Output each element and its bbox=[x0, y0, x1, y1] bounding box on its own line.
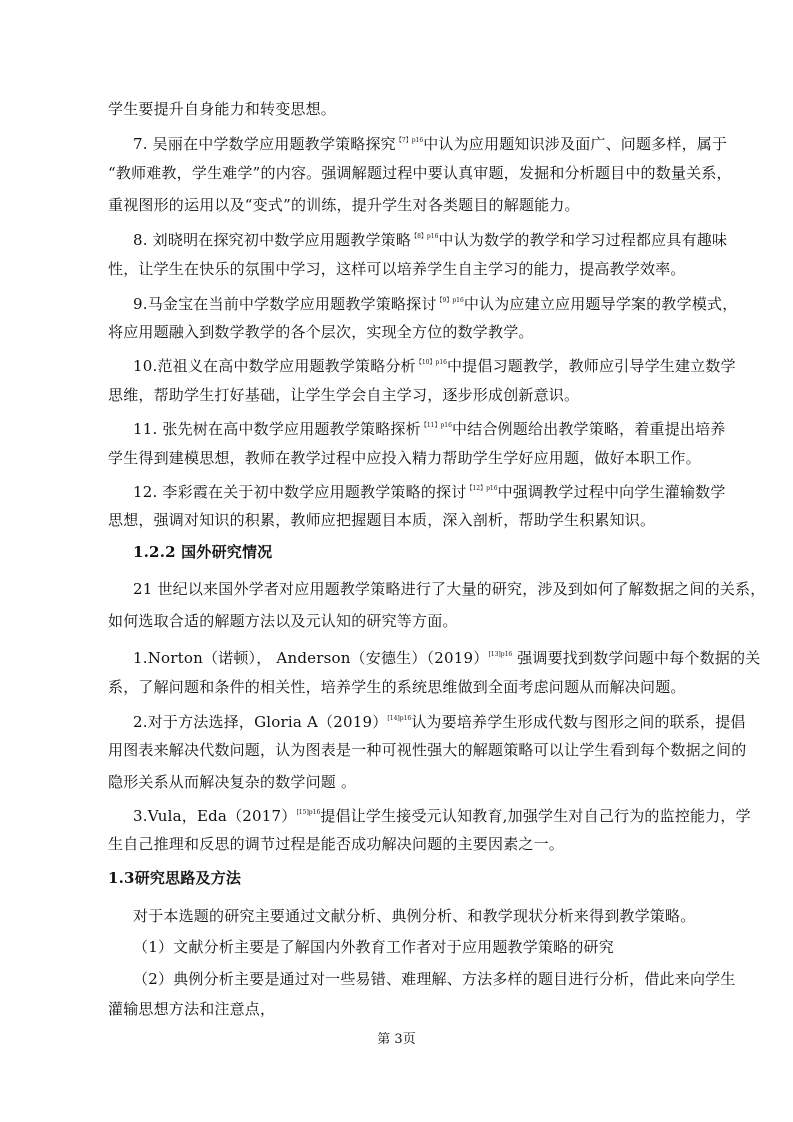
paragraph-line: 思维，帮助学生打好基础，让学生学会自主学习，逐步形成创新意识。 bbox=[108, 386, 580, 404]
section-heading: 1.2.2 国外研究情况 bbox=[133, 543, 273, 561]
method-item-2: （2）典例分析主要是通过对一些易错、难理解、方法多样的题目进行分析，借此来向学生 bbox=[133, 970, 736, 988]
paragraph-line: 学生得到建模思想，教师在教学过程中应投入精力帮助学生学好应用题，做好本职工作。 bbox=[108, 449, 701, 467]
paragraph-line: 重视图形的运用以及“变式”的训练，提升学生对各类题目的解题能力。 bbox=[108, 196, 580, 214]
paragraph-line: 隐形关系从而解决复杂的数学问题 。 bbox=[108, 773, 357, 791]
section-heading: 1.3研究思路及方法 bbox=[108, 869, 242, 887]
citation-marker: [15]p16 bbox=[296, 809, 321, 816]
citation-marker: [14]p16 bbox=[387, 715, 412, 722]
foreign-reference-3: 3.Vula，$Eda(2017)^{[15]p16}$提倡让学生接受元认知教育,加强学生对自己行为的监控能力，学 bbox=[133, 807, 751, 825]
reference-item-9: 9.马金宝在当前中学数学应用题教学策略探讨$^{【9】p16}$中认为应建立应用题导学案的教学模式， bbox=[133, 295, 738, 313]
reference-item-10: 10.范祖义在高中数学应用题教学策略分析$^{【10】p16}$中提倡习题教学，教师应引导学生建立数学 bbox=[133, 357, 736, 375]
paragraph-line: 对于本选题的研究主要通过文献分析、典例分析、和教学现状分析来得到教学策略。 bbox=[133, 907, 696, 925]
paragraph-line: 学生要提升自身能力和转变思想。 bbox=[108, 100, 337, 118]
citation-marker: 【10】p16 bbox=[415, 359, 447, 366]
citation-marker: [13]p16 bbox=[488, 651, 513, 658]
foreign-reference-1: 1.Norton（诺顿）， Anderson（安德生）$(2019)^{[13]p16}$ 强调要找到数学问题中每个数据的关 bbox=[133, 649, 761, 667]
page-number: 第 3页 bbox=[377, 1032, 416, 1047]
paragraph-line: “教师难教，学生难学”的内容。强调解题过程中要认真审题，发掘和分析题目中的数量关系， bbox=[108, 164, 732, 182]
paragraph-line: 性，让学生在快乐的氛围中学习，这样可以培养学生自主学习的能力，提高教学效率。 bbox=[108, 260, 686, 278]
reference-item-8: 8. 刘晓明在探究初中数学应用题教学策略$^{【8】p16}$中认为数学的教学和学习过程都应具有趣味 bbox=[133, 231, 728, 249]
citation-marker: 【9】p16 bbox=[436, 297, 464, 304]
paragraph-line: 思想，强调对知识的积累，教师应把握题目本质，深入剖析，帮助学生积累知识。 bbox=[108, 511, 656, 529]
reference-item-12: 12. 李彩霞在关于初中数学应用题教学策略的探讨$^{【12】p16}$中强调教学过程中向学生灌输数学 bbox=[133, 483, 726, 501]
paragraph-line: 生自己推理和反思的调节过程是能否成功解决问题的主要因素之一。 bbox=[108, 835, 565, 853]
paragraph-line: 系，了解问题和条件的相关性，培养学生的系统思维做到全面考虑问题从而解决问题。 bbox=[108, 678, 686, 696]
paragraph-line: 用图表来解决代数问题，认为图表是一种可视性强大的解题策略可以让学生看到每个数据之间的 bbox=[108, 741, 747, 759]
foreign-reference-2: 2.对于方法选择，Gloria $A(2019)^{[14]p16}$认为要培养学生形成代数与图形之间的联系，提倡 bbox=[133, 713, 746, 731]
paragraph-line: 将应用题融入到数学教学的各个层次，实现全方位的数学教学。 bbox=[108, 323, 534, 341]
reference-item-11: 11. 张先树在高中数学应用题教学策略探析$^{【11】p16}$中结合例题给出教学策略，着重提出培养 bbox=[133, 420, 726, 438]
paragraph-line: 21 世纪以来国外学者对应用题教学策略进行了大量的研究，涉及到如何了解数据之间的关系， bbox=[133, 580, 766, 598]
citation-marker: 【11】p16 bbox=[420, 422, 452, 429]
citation-marker: 【8】p16 bbox=[411, 233, 439, 240]
method-item-1: （1）文献分析主要是了解国内外教育工作者对于应用题教学策略的研究 bbox=[133, 938, 614, 956]
reference-item-7: 7. 吴丽在中学数学应用题教学策略探究$^{【7】p16}$中认为应用题知识涉及面广、问题多样，属于 bbox=[133, 135, 728, 153]
paragraph-line: 如何选取合适的解题方法以及元认知的研究等方面。 bbox=[108, 612, 458, 630]
citation-marker: 【12】p16 bbox=[466, 485, 498, 492]
citation-marker: 【7】p16 bbox=[395, 137, 424, 144]
paragraph-line: 灌输思想方法和注意点， bbox=[108, 1000, 276, 1018]
